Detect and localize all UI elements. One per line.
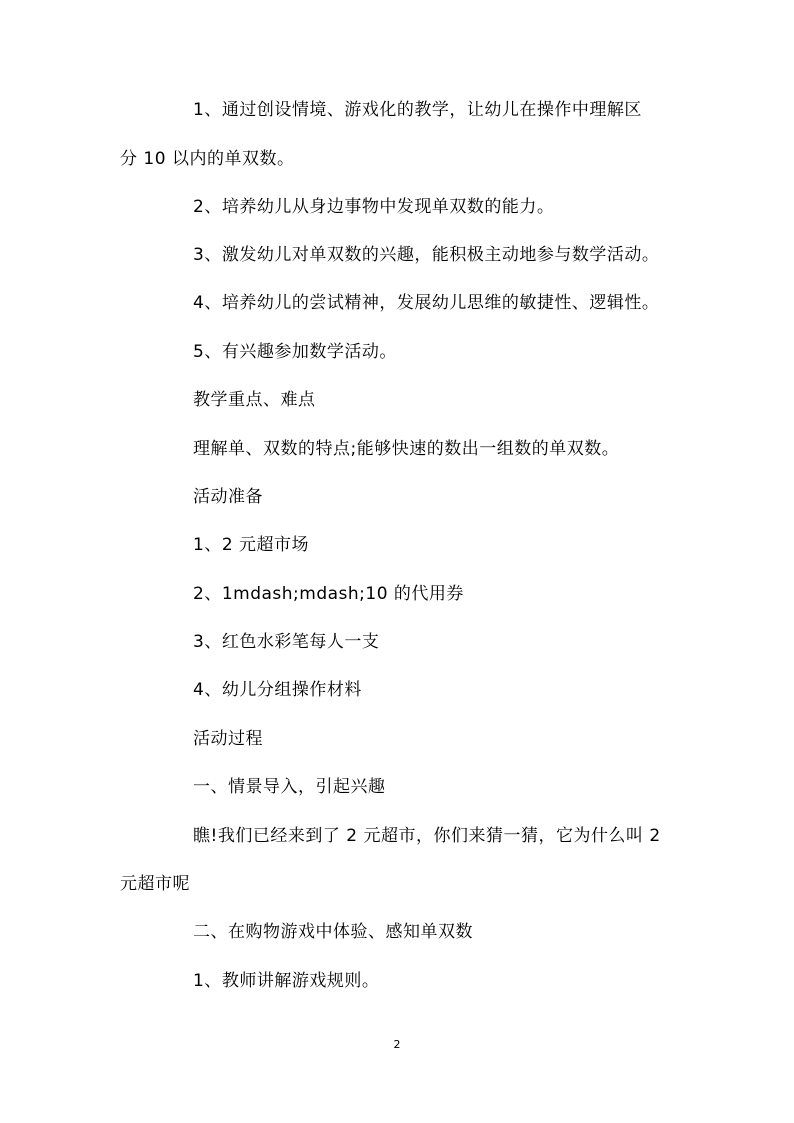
preparation-item-3: 3、红色水彩笔每人一支 xyxy=(193,632,380,652)
preparation-item-4: 4、幼儿分组操作材料 xyxy=(193,680,362,700)
objective-5: 5、有兴趣参加数学活动。 xyxy=(193,342,397,362)
objective-1-line-1: 1、通过创设情境、游戏化的教学，让幼儿在操作中理解区 xyxy=(193,100,642,120)
objective-3: 3、激发幼儿对单双数的兴趣，能积极主动地参与数学活动。 xyxy=(193,245,660,265)
preparation-item-2: 2、1mdash;mdash;10 的代用券 xyxy=(193,584,464,604)
section-heading-key-points: 教学重点、难点 xyxy=(193,390,316,410)
objective-1-line-2: 分 10 以内的单双数。 xyxy=(120,149,295,169)
section-heading-preparation: 活动准备 xyxy=(193,487,263,507)
objective-4: 4、培养幼儿的尝试精神，发展幼儿思维的敏捷性、逻辑性。 xyxy=(193,293,660,313)
process-step-1-text-line-2: 元超市呢 xyxy=(120,874,190,894)
process-step-1-heading: 一、情景导入，引起兴趣 xyxy=(193,777,386,797)
key-points-text: 理解单、双数的特点;能够快速的数出一组数的单双数。 xyxy=(193,439,620,459)
preparation-item-1: 1、2 元超市场 xyxy=(193,535,310,555)
section-heading-process: 活动过程 xyxy=(193,729,263,749)
process-step-2-item-1: 1、教师讲解游戏规则。 xyxy=(193,971,380,991)
objective-2: 2、培养幼儿从身边事物中发现单双数的能力。 xyxy=(193,197,555,217)
process-step-2-heading: 二、在购物游戏中体验、感知单双数 xyxy=(193,922,473,942)
page-number: 2 xyxy=(393,1038,401,1051)
process-step-1-text-line-1: 瞧!我们已经来到了 2 元超市，你们来猜一猜，它为什么叫 2 xyxy=(193,826,661,846)
